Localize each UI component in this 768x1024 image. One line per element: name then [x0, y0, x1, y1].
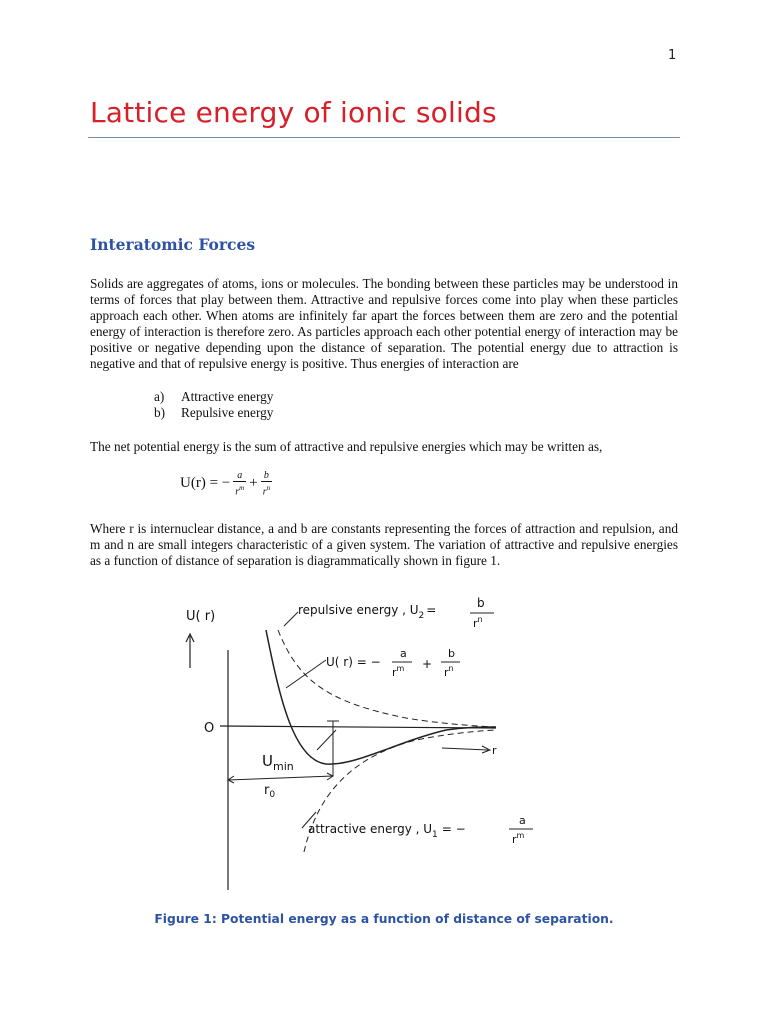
repulsive-term-numerator: b	[263, 470, 269, 481]
attractive-label	[308, 822, 466, 840]
figure-caption: Figure 1: Potential energy as a function of distance of separation.	[154, 912, 614, 926]
attractive-term	[233, 470, 246, 497]
repulsive-den-exp: n	[477, 615, 483, 624]
equation-plus: +	[249, 475, 258, 492]
net-pointer	[286, 660, 326, 688]
r0-dimension-line	[228, 776, 333, 780]
net-den1-exp: m	[396, 664, 405, 673]
net-num1: a	[400, 647, 407, 660]
attractive-label-eq: = −	[441, 822, 466, 836]
title-underline	[88, 137, 680, 138]
r-axis-label: r	[492, 744, 497, 757]
net-den1	[392, 664, 405, 679]
umin-main: U	[262, 752, 273, 770]
net-energy-curve	[266, 630, 496, 764]
repulsive-label-main: repulsive energy , U	[298, 603, 419, 617]
net-label: U( r) = −	[326, 655, 381, 669]
umin-sub: min	[272, 760, 294, 773]
energy-list	[154, 389, 273, 421]
net-den2-main: r	[444, 666, 449, 679]
list-item	[154, 405, 273, 421]
r0-main: r	[264, 783, 270, 798]
list-item-text: Attractive energy	[181, 389, 274, 404]
zero-energy-line	[220, 726, 496, 728]
repulsive-energy-curve	[278, 630, 496, 727]
origin-label: O	[204, 721, 215, 736]
repulsive-term-base: r	[262, 486, 267, 498]
where-paragraph: Where r is internuclear distance, a and b are constants representing the forces of attraction and repulsion, and m and n are small integers characteristic of a given system. The variation of attractive and repulsive energies as a function of distance of separation is diagrammatically shown in figure 1.	[90, 521, 678, 568]
net-num2: b	[448, 647, 455, 660]
repulsive-den-main: r	[473, 617, 478, 630]
repulsive-label-num: b	[477, 596, 485, 610]
attractive-den-main: r	[512, 833, 517, 846]
r-arrow-icon	[442, 748, 488, 750]
repulsive-label-den	[473, 615, 483, 630]
page-number: 1	[668, 48, 677, 63]
intro-paragraph: Solids are aggregates of atoms, ions or molecules. The bonding between these particles may be understood in terms of forces that play between them. Attractive and repulsive forces come into play when these particles approach each other. When atoms are infinitely far apart the forces between them are zero and the potential energy of interaction is therefore zero. As particles approach each other potential energy of interaction may be positive or negative depending upon the distance of separation. The potential energy due to attraction is negative and that of repulsive energy is positive. Thus energies of interaction are	[90, 276, 678, 371]
equation-lhs: U(r) = −	[180, 475, 231, 492]
list-item-text: Repulsive energy	[181, 405, 274, 420]
repulsive-label	[298, 603, 436, 621]
attractive-den	[512, 831, 525, 846]
attractive-label-sub: 1	[432, 830, 438, 840]
net-den2-exp: n	[448, 664, 454, 673]
net-plus: +	[422, 657, 433, 671]
attractive-term-exponent: m	[239, 484, 245, 492]
repulsive-term-denominator	[261, 481, 272, 497]
repulsive-pointer	[284, 612, 298, 626]
repulsive-label-sub: 2	[418, 611, 425, 621]
attractive-den-exp: m	[516, 831, 525, 840]
list-item-label: b)	[154, 405, 166, 420]
r0-label	[264, 783, 275, 800]
list-item	[154, 389, 273, 405]
r0-sub: 0	[269, 790, 276, 800]
attractive-term-numerator: a	[237, 470, 243, 481]
repulsive-term	[261, 470, 272, 497]
repulsive-term-exponent: n	[266, 484, 271, 492]
list-item-label: a)	[154, 389, 165, 404]
potential-energy-diagram	[176, 590, 546, 895]
net-den2	[444, 664, 454, 679]
net-energy-paragraph: The net potential energy is the sum of attractive and repulsive energies which may be written as,	[90, 439, 603, 454]
page-title: Lattice energy of ionic solids	[90, 96, 497, 129]
section-heading: Interatomic Forces	[90, 235, 256, 254]
potential-energy-equation	[180, 470, 275, 497]
attractive-label-main: attractive energy , U	[308, 822, 433, 836]
y-axis-label: U( r)	[186, 609, 216, 624]
umin-label	[262, 752, 294, 773]
attractive-num: a	[519, 814, 526, 827]
attractive-term-denominator	[233, 481, 246, 497]
repulsive-label-eq: =	[426, 603, 437, 617]
potential-energy-figure	[176, 590, 546, 895]
net-den1-main: r	[392, 666, 397, 679]
attractive-term-base: r	[235, 486, 240, 498]
